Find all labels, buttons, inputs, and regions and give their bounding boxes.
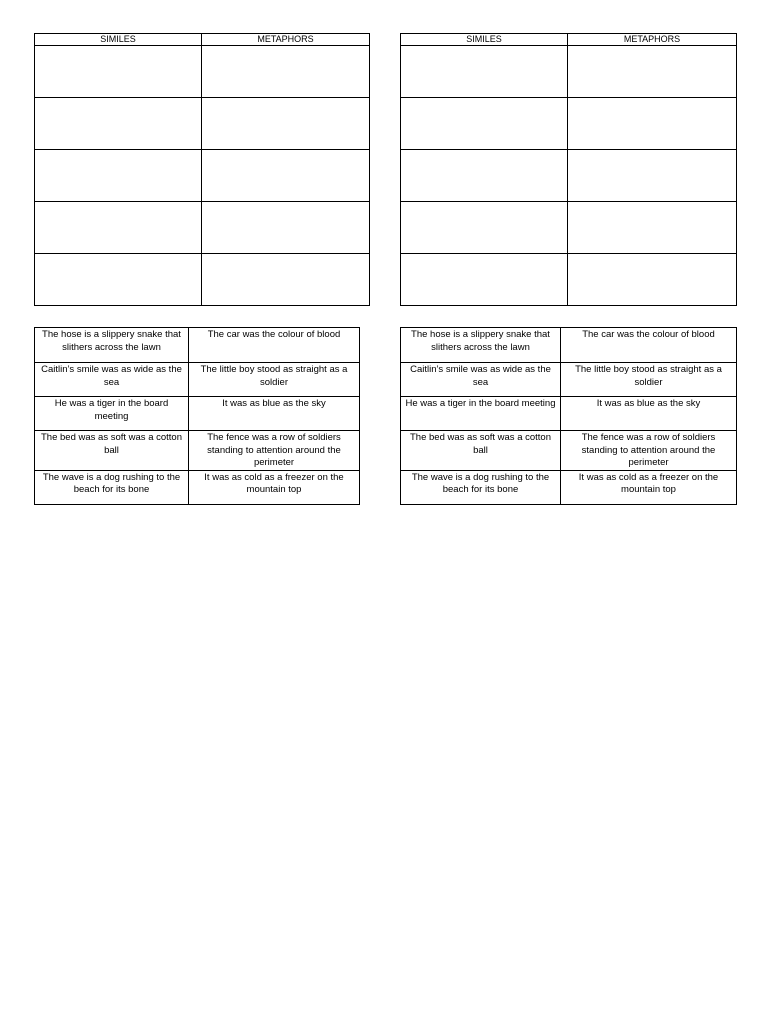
similes-cell [401,254,568,306]
card-row [401,328,737,363]
metaphors-cell [568,98,737,150]
card-row [35,328,360,363]
card-row [35,470,360,504]
similes-cell [35,98,202,150]
similes-cell [401,98,568,150]
sentence-card: The fence was a row of soldiers standing to attention around the perimeter [189,431,360,471]
similes-cell [35,202,202,254]
sorting-row [401,254,737,306]
metaphors-cell [568,254,737,306]
sorting-table-header-row [35,34,370,46]
sentence-card: The little boy stood as straight as a soldier [561,363,737,397]
sorting-row [401,98,737,150]
sentence-card: The hose is a slippery snake that slithers across the lawn [401,328,561,363]
sentence-card: It was as blue as the sky [561,397,737,431]
card-row [35,363,360,397]
sentence-card: The car was the colour of blood [189,328,360,363]
sentence-card: The car was the colour of blood [561,328,737,363]
sorting-row [35,46,370,98]
similes-cell [35,254,202,306]
card-row [401,431,737,471]
sentence-card: The bed was as soft was a cotton ball [35,431,189,471]
similes-cell [401,202,568,254]
sorting-row [35,254,370,306]
sentence-card: He was a tiger in the board meeting [35,397,189,431]
metaphors-cell [568,46,737,98]
similes-header: SIMILES [35,34,202,46]
sentence-card: It was as cold as a freezer on the mountain top [189,470,360,504]
sentence-card: Caitlin’s smile was as wide as the sea [35,363,189,397]
sentence-cards-left [34,327,360,505]
similes-cell [35,46,202,98]
metaphors-cell [202,150,370,202]
sentence-card: The little boy stood as straight as a soldier [189,363,360,397]
similes-cell [401,150,568,202]
sorting-row [35,150,370,202]
card-row [401,397,737,431]
sentence-card: It was as cold as a freezer on the mountain top [561,470,737,504]
card-row [401,470,737,504]
sentence-card: The wave is a dog rushing to the beach for its bone [35,470,189,504]
metaphors-cell [202,46,370,98]
sorting-row [35,98,370,150]
sorting-row [35,202,370,254]
sentence-card: The fence was a row of soldiers standing to attention around the perimeter [561,431,737,471]
metaphors-cell [202,202,370,254]
metaphors-cell [202,98,370,150]
sentence-card: The wave is a dog rushing to the beach for its bone [401,470,561,504]
sentence-card: The hose is a slippery snake that slithers across the lawn [35,328,189,363]
similes-cell [35,150,202,202]
card-row [401,363,737,397]
sorting-table-right [400,33,737,306]
sorting-table-header-row [401,34,737,46]
similes-cell [401,46,568,98]
metaphors-header: METAPHORS [202,34,370,46]
metaphors-cell [568,202,737,254]
sorting-row [401,150,737,202]
sentence-card: He was a tiger in the board meeting [401,397,561,431]
sorting-row [401,46,737,98]
sorting-table-left [34,33,370,306]
sentence-cards-right [400,327,737,505]
metaphors-cell [202,254,370,306]
card-row [35,397,360,431]
metaphors-cell [568,150,737,202]
sentence-card: It was as blue as the sky [189,397,360,431]
sentence-card: Caitlin’s smile was as wide as the sea [401,363,561,397]
sorting-row [401,202,737,254]
similes-header: SIMILES [401,34,568,46]
sentence-card: The bed was as soft was a cotton ball [401,431,561,471]
card-row [35,431,360,471]
metaphors-header: METAPHORS [568,34,737,46]
